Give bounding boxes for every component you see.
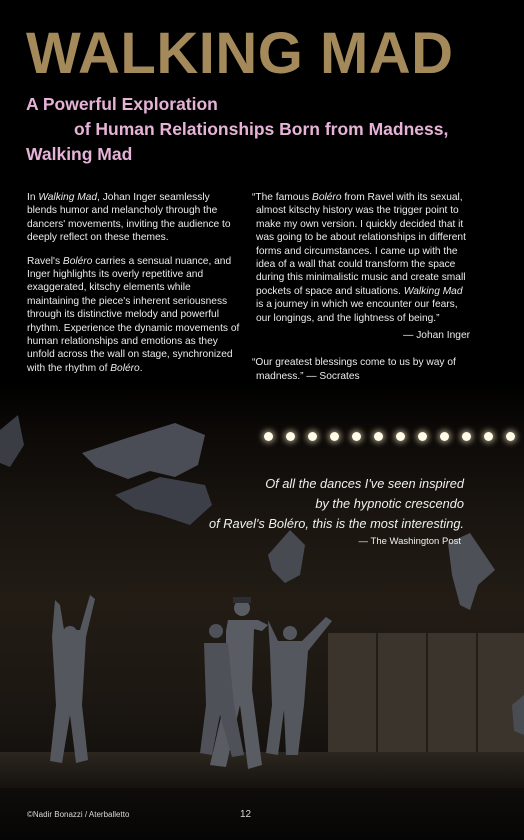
bolero-text-middle: carries a sensual nuance, and Inger highlights its overly repetitive and exaggerated, kitschy elements while maintaining the piece's inherent seriousness through its distinctive melody and powerful rhythm. Experience the dynamic movements of human relationships and emotions as they unfold across the wall on stage, synchronized with the rhythm of bbox=[27, 255, 240, 374]
flying-jacket bbox=[115, 477, 212, 525]
flying-jacket bbox=[268, 530, 305, 583]
intro-paragraph bbox=[27, 191, 242, 245]
bolero-paragraph bbox=[27, 255, 242, 376]
subtitle-line-1: A Powerful Exploration bbox=[26, 94, 218, 114]
subtitle-line-2: of Human Relationships Born from Madness, bbox=[74, 119, 449, 139]
page-subtitle bbox=[26, 92, 448, 167]
dancer bbox=[512, 695, 524, 735]
flying-jacket bbox=[0, 415, 24, 467]
bolero-title-2: Boléro bbox=[110, 362, 140, 374]
pull-quote-line-3: of Ravel's Boléro, this is the most interesting. bbox=[209, 516, 464, 531]
dancer bbox=[50, 595, 95, 763]
bolero-text-end: . bbox=[139, 362, 143, 374]
page-number: 12 bbox=[240, 809, 252, 820]
left-text-column bbox=[27, 191, 242, 385]
socrates-quote: “Our greatest blessings come to us by way of madness.” — Socrates bbox=[252, 357, 456, 382]
bolero-text-start: Ravel's bbox=[27, 255, 63, 267]
subtitle-line-3: Walking Mad bbox=[26, 144, 133, 164]
dancer bbox=[266, 617, 332, 755]
right-text-column bbox=[252, 191, 470, 393]
pull-quote-line-1: Of all the dances I've seen inspired bbox=[265, 476, 464, 491]
inger-quote-title-1: Boléro bbox=[312, 192, 342, 203]
inger-quote bbox=[252, 191, 470, 325]
inger-quote-end: is a journey in which we encounter our fears, our longings, and the lightness of being.” bbox=[256, 299, 458, 324]
pull-quote-line-2: by the hypnotic crescendo bbox=[315, 496, 464, 511]
page-title: WALKING MAD bbox=[26, 21, 454, 86]
pull-quote bbox=[209, 474, 464, 534]
intro-text-end: , Johan Inger seamlessly blends humor and melancholy through the dancers' movements, inviting the audience to deeply reflect on these themes. bbox=[27, 192, 231, 244]
bolero-title-1: Boléro bbox=[62, 255, 93, 267]
inger-quote-title-2: Walking Mad bbox=[403, 285, 463, 297]
inger-attribution: — Johan Inger bbox=[403, 330, 470, 342]
dancers-photo bbox=[0, 405, 524, 785]
inger-quote-start: “The famous bbox=[252, 192, 313, 203]
intro-work-title: Walking Mad bbox=[38, 192, 98, 203]
photo-credit: ©Nadir Bonazzi / Aterballetto bbox=[27, 810, 130, 819]
flying-jacket bbox=[82, 423, 205, 479]
intro-text-start: In bbox=[27, 192, 39, 203]
pull-quote-attribution: — The Washington Post bbox=[358, 536, 461, 547]
inger-quote-middle: from Ravel with its sexual, almost kitschy history was the trigger point to make my own version. I quickly decided that it was going to be about relationships in different forms and circumstances. I came up with the idea of a wall that could transform the space during this minimalistic music and create small pockets of space and situations. bbox=[256, 192, 466, 297]
